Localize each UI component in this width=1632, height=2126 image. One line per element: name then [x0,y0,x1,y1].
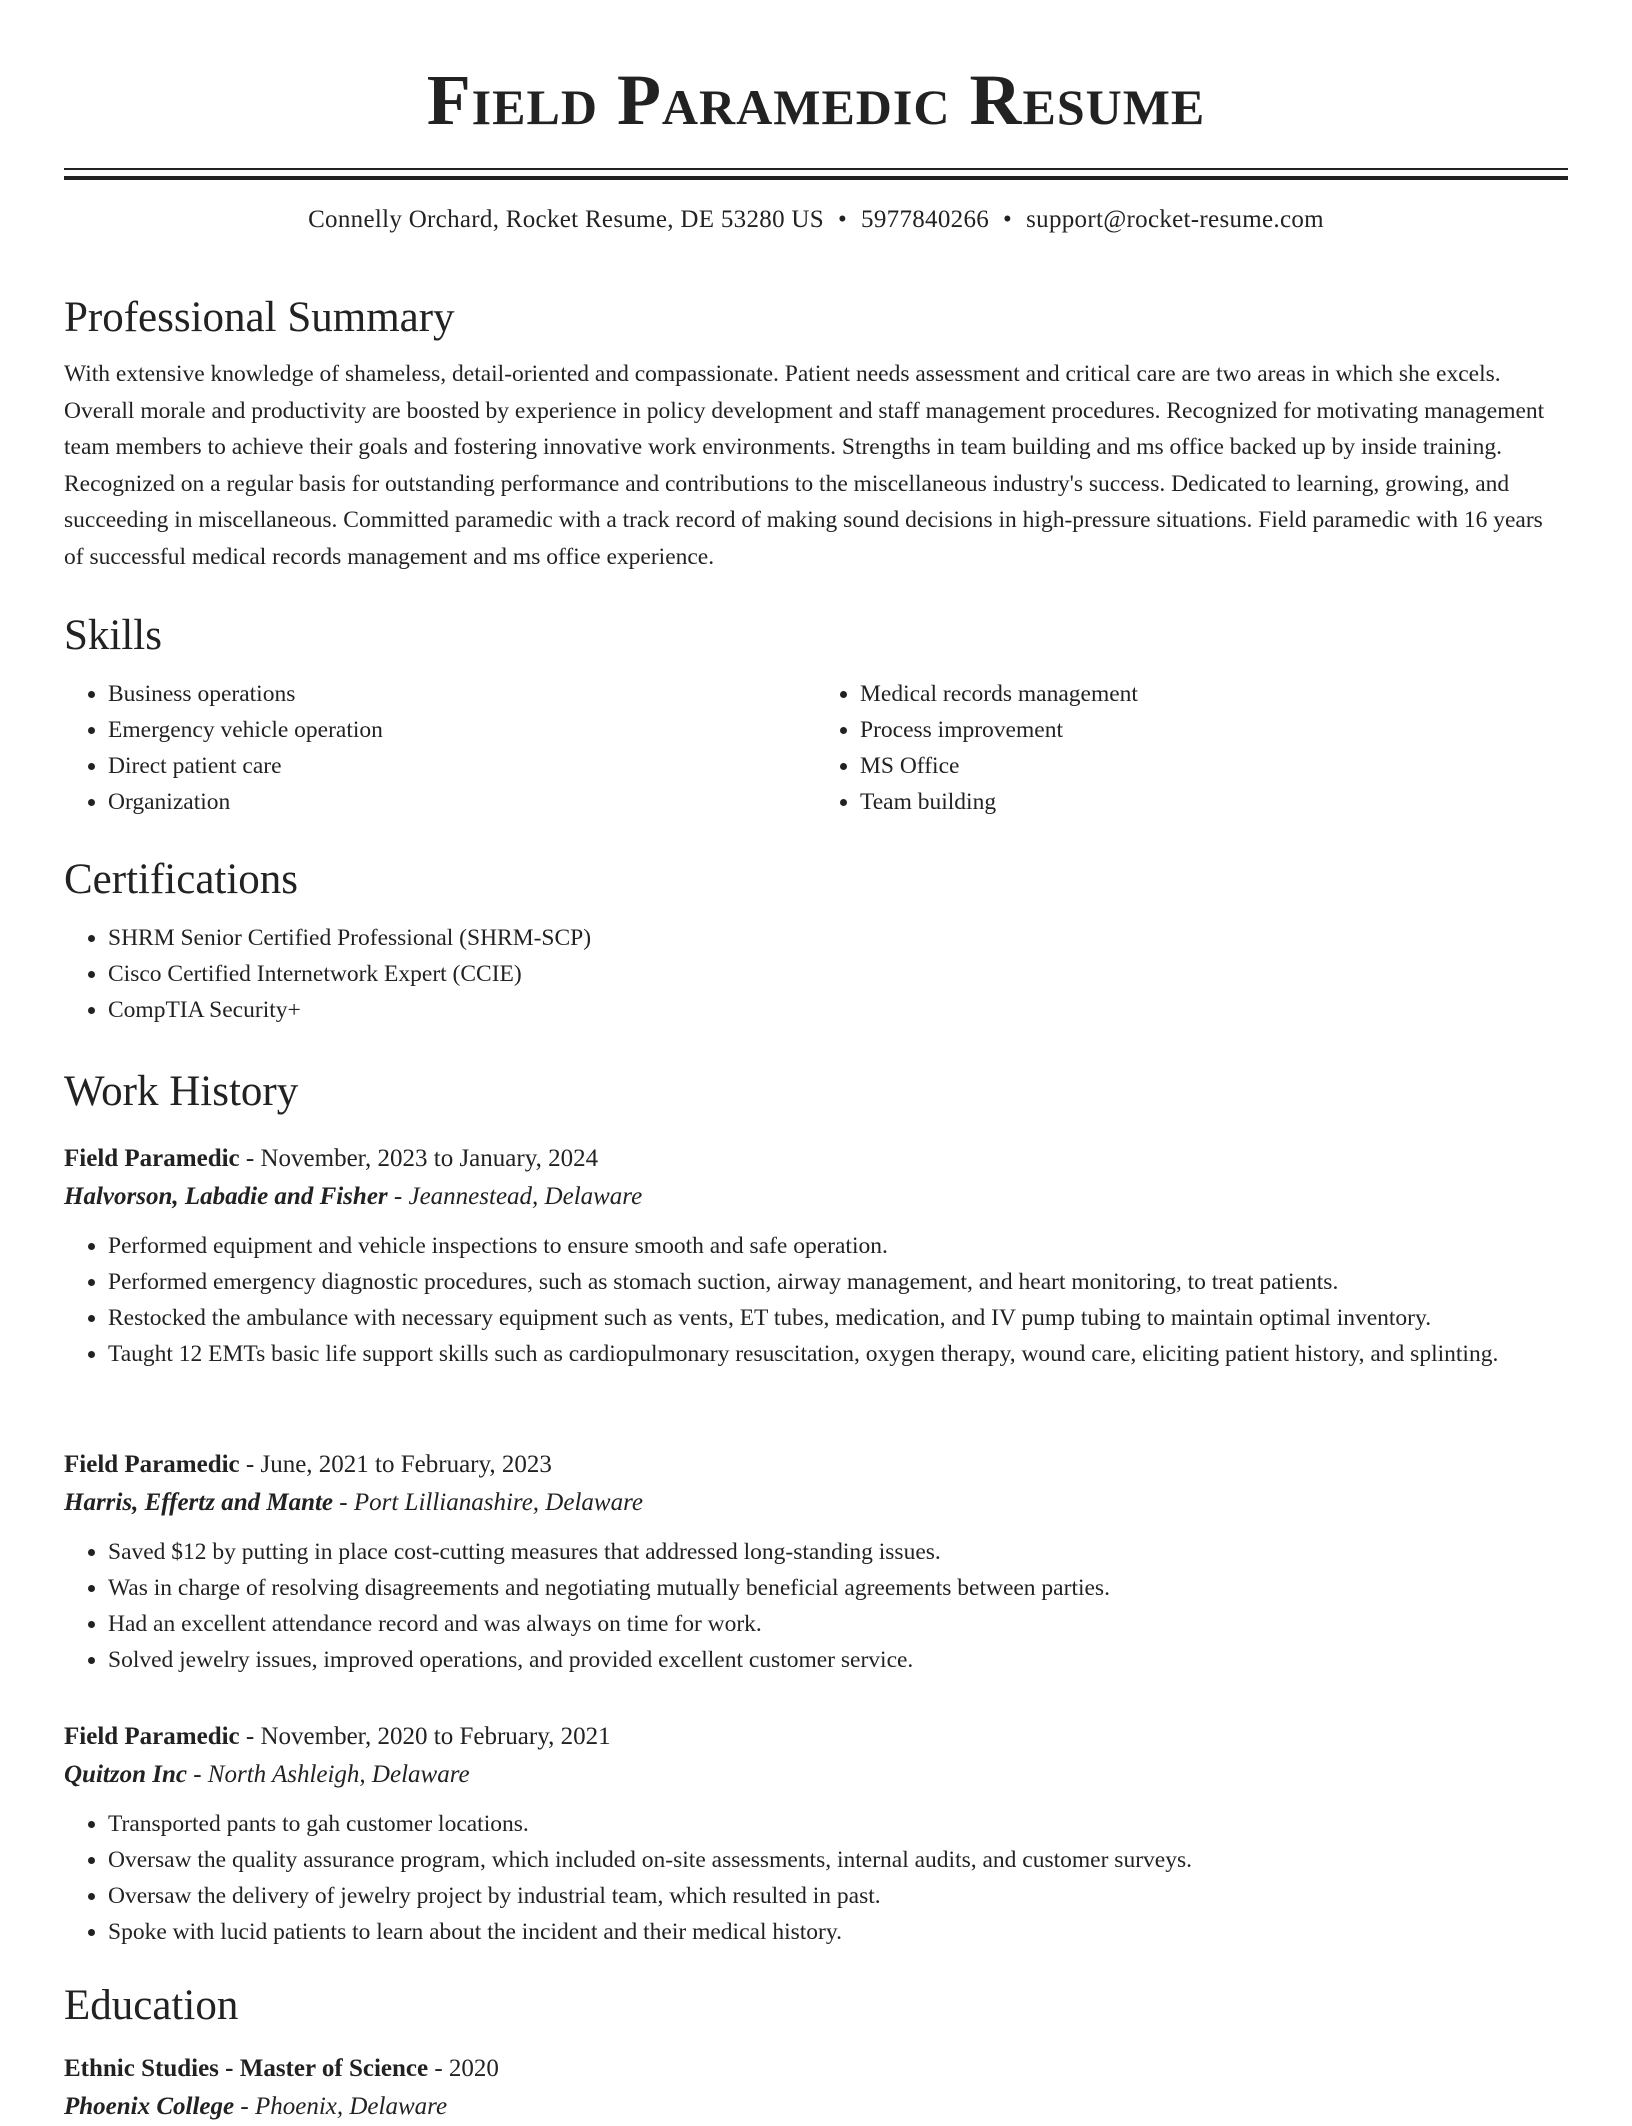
job-duty: • Oversaw the delivery of jewelry project by industrial team, which resulted in past. [108,1878,1568,1914]
skills-list-right [816,676,1568,820]
job-company: Harris, Effertz and Mante [64,1489,334,1516]
education-location: - Phoenix, Delaware [234,2093,448,2120]
skill-item: • Business operations [108,676,816,712]
skills-columns [64,676,1568,820]
job-company: Quitzon Inc [64,1761,187,1788]
job-entry [64,1718,1568,1950]
education-degree: Ethnic Studies - Master of Science [64,2055,429,2082]
job-duties-list [64,1806,1568,1950]
job-duty: • Performed emergency diagnostic procedures, such as stomach suction, airway management, and heart monitoring, to treat patients. [108,1264,1568,1300]
contact-email: support@rocket-resume.com [1026,206,1324,233]
skill-item: • MS Office [860,748,1568,784]
title-double-rule [64,168,1568,170]
work-history-heading: Work History [64,1068,299,1115]
job-duty: • Had an excellent attendance record and was always on time for work. [108,1606,1568,1642]
page-title: Field Paramedic Resume [426,60,1206,140]
job-entry [64,1140,1568,1372]
skill-item: • Medical records management [860,676,1568,712]
contact-line [64,204,1568,236]
summary-heading: Professional Summary [64,294,455,341]
skill-item: • Direct patient care [108,748,816,784]
job-entry [64,1446,1568,1678]
job-company-line [64,1756,1568,1794]
education-school: Phoenix College [64,2093,235,2120]
job-title-line [64,1446,1568,1484]
skill-item: • Organization [108,784,816,820]
job-title: Field Paramedic [64,1723,240,1750]
job-duty: • Saved $12 by putting in place cost-cutting measures that addressed long-standing issues. [108,1534,1568,1570]
certification-item: • CompTIA Security+ [108,992,1568,1028]
skill-item: • Process improvement [860,712,1568,748]
job-location: - North Ashleigh, Delaware [186,1761,470,1788]
education-section [64,1980,1568,2126]
job-duty: • Spoke with lucid patients to learn about the incident and their medical history. [108,1914,1568,1950]
job-title-line [64,1140,1568,1178]
job-company-line [64,1178,1568,1216]
job-dates: - June, 2021 to February, 2023 [239,1451,552,1478]
job-company: Halvorson, Labadie and Fisher [64,1183,388,1210]
job-dates: - November, 2020 to February, 2021 [239,1723,611,1750]
job-duty: • Transported pants to gah customer locations. [108,1806,1568,1842]
job-duties-list [64,1228,1568,1372]
work-history-section [64,1066,1568,1945]
education-school-line [64,2088,1568,2126]
job-duties-list [64,1534,1568,1678]
job-duty: • Was in charge of resolving disagreements and negotiating mutually beneficial agreements between parties. [108,1570,1568,1606]
job-duty: • Solved jewelry issues, improved operations, and provided excellent customer service. [108,1642,1568,1678]
education-degree-line [64,2050,1568,2088]
job-location: - Port Lillianashire, Delaware [333,1489,643,1516]
skill-item: • Emergency vehicle operation [108,712,816,748]
certifications-section [64,854,1568,1028]
job-duty: • Oversaw the quality assurance program, which included on-site assessments, internal audits, and customer surveys. [108,1842,1568,1878]
skills-list-left [64,676,816,820]
contact-phone: 5977840266 [861,206,990,233]
skill-item: • Team building [860,784,1568,820]
summary-text: With extensive knowledge of shameless, detail-oriented and compassionate. Patient needs assessment and critical care are two areas in which she excels. Overall morale and productivity are boosted by experience in policy development and staff management procedures. Recognized for motivating management team members to achieve their goals and fostering innovative work environments. Strengths in team building and ms office backed up by inside training. Recognized on a regular basis for outstanding performance and contributions to the miscellaneous industry's success. Dedicated to learning, growing, and succeeding in miscellaneous. Committed paramedic with a track record of making sound decisions in high-pressure situations. Field paramedic with 16 years of successful medical records management and ms office experience. [64,361,1545,570]
contact-separator: • [837,206,848,233]
certification-item: • SHRM Senior Certified Professional (SHRM-SCP) [108,920,1568,956]
job-duty: • Restocked the ambulance with necessary equipment such as vents, ET tubes, medication, and IV pump tubing to maintain optimal inventory. [108,1300,1568,1336]
certifications-heading: Certifications [64,856,299,903]
job-title: Field Paramedic [64,1451,240,1478]
certification-item: • Cisco Certified Internetwork Expert (CCIE) [108,956,1568,992]
job-company-line [64,1484,1568,1522]
resume-page [64,0,1568,2120]
job-title: Field Paramedic [64,1145,240,1172]
contact-address: Connelly Orchard, Rocket Resume, DE 53280 US [308,206,824,233]
certifications-list [64,920,1568,1028]
job-duty: • Taught 12 EMTs basic life support skills such as cardiopulmonary resuscitation, oxygen therapy, wound care, eliciting patient history, and splinting. [108,1336,1568,1372]
skills-section [64,610,1568,820]
contact-separator: • [1003,206,1013,233]
education-heading: Education [64,1982,239,2029]
skills-heading: Skills [64,612,162,659]
summary-section [64,292,1568,575]
job-location: - Jeannestead, Delaware [387,1183,643,1210]
education-year: - 2020 [428,2055,499,2082]
job-duty: • Performed equipment and vehicle inspections to ensure smooth and safe operation. [108,1228,1568,1264]
job-title-line [64,1718,1568,1756]
job-dates: - November, 2023 to January, 2024 [239,1145,599,1172]
education-entry [64,2050,1568,2126]
